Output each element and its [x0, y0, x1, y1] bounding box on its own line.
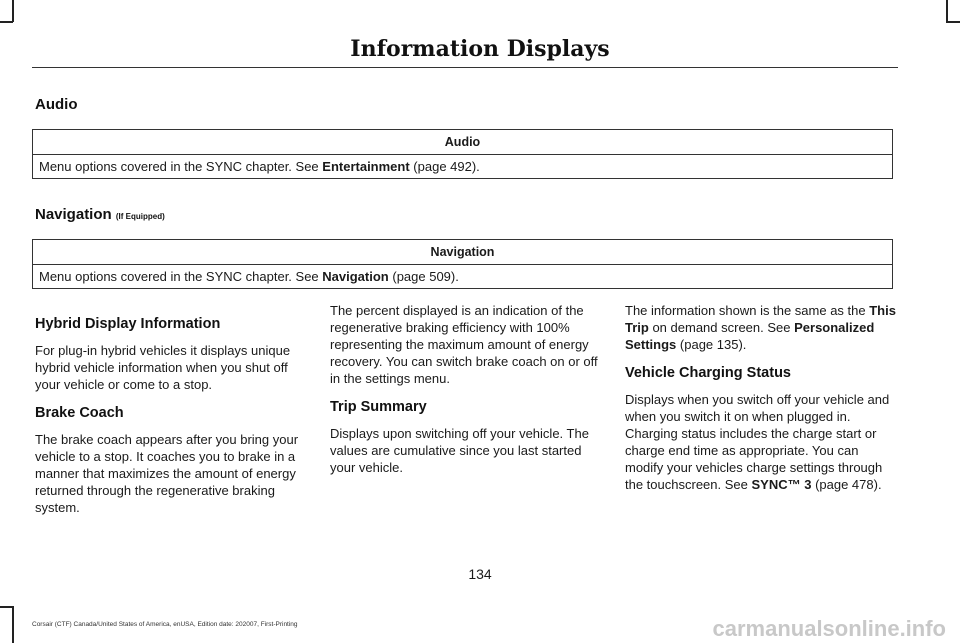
brake-coach-heading: Brake Coach	[35, 405, 124, 421]
audio-table	[32, 129, 893, 179]
page-number: 134	[468, 566, 492, 582]
info-mid: on demand screen. See	[648, 320, 795, 335]
vehicle-charging-text	[625, 391, 899, 493]
sync-3-link[interactable]: SYNC™ 3	[751, 477, 812, 492]
crop-mark-top-right-h	[946, 21, 960, 23]
crop-mark-bottom-left-h	[0, 606, 13, 608]
trip-summary-text: Displays upon switching off your vehicle. The values are cumulative since you last started your vehicle.	[330, 426, 589, 475]
info-prefix: The information shown is the same as the	[625, 303, 870, 318]
trip-summary-heading: Trip Summary	[330, 399, 427, 415]
navigation-link[interactable]: Navigation	[322, 269, 389, 284]
charging-page: (page 478).	[811, 477, 882, 492]
audio-row-text: Menu options covered in the SYNC chapter. See	[39, 159, 323, 174]
crop-mark-top-left-v	[12, 0, 14, 22]
navigation-heading-text: Navigation	[35, 206, 112, 223]
footer-text: Corsair (CTF) Canada/United States of America, enUSA, Edition date: 202007, First-Printing	[32, 621, 298, 628]
hybrid-display-text: For plug-in hybrid vehicles it displays unique hybrid vehicle information when you shut off your vehicle or come to a stop.	[35, 343, 291, 392]
navigation-table-row	[33, 265, 893, 289]
title-divider	[32, 67, 898, 68]
navigation-table	[32, 239, 893, 289]
audio-table-header: Audio	[33, 130, 893, 155]
vehicle-charging-heading: Vehicle Charging Status	[625, 365, 791, 381]
personalized-settings-link[interactable]: Personalized Settings	[625, 320, 875, 352]
navigation-row-text: Menu options covered in the SYNC chapter. See	[39, 269, 323, 284]
watermark: carmanualsonline.info	[712, 616, 946, 641]
navigation-table-header: Navigation	[33, 240, 893, 265]
info-shown-text	[625, 302, 899, 353]
entertainment-link[interactable]: Entertainment	[322, 159, 410, 174]
navigation-heading-note: (If Equipped)	[115, 212, 165, 221]
column-3	[625, 302, 899, 504]
audio-heading: Audio	[35, 96, 78, 113]
navigation-heading	[35, 206, 165, 223]
charging-prefix: Displays when you switch off your vehicle and when you switch it on when plugged in. Charging status includes the charge start or charge end time as appropriate. You can modify your vehicles charge settings through the touchscreen. See	[625, 392, 890, 492]
column-1	[35, 315, 309, 527]
column-2	[330, 302, 604, 487]
audio-row-page: (page 492).	[409, 159, 480, 174]
navigation-row-page: (page 509).	[388, 269, 459, 284]
this-trip-label: This Trip	[625, 303, 896, 335]
percent-text: The percent displayed is an indication of the regenerative braking efficiency with 100% representing the maximum amount of energy recovery. You can switch brake coach on or off in the settings menu.	[330, 303, 598, 386]
brake-coach-text: The brake coach appears after you bring your vehicle to a stop. It coaches you to brake in a manner that maximizes the amount of energy returned through the regenerative braking system.	[35, 432, 299, 515]
audio-table-row	[33, 155, 893, 179]
crop-mark-top-left-h	[0, 21, 13, 23]
page-title: Information Displays	[350, 36, 610, 62]
crop-mark-top-right-v	[946, 0, 948, 22]
crop-mark-bottom-left-v	[12, 606, 14, 643]
info-page: (page 135).	[676, 337, 747, 352]
hybrid-display-heading: Hybrid Display Information	[35, 316, 221, 332]
